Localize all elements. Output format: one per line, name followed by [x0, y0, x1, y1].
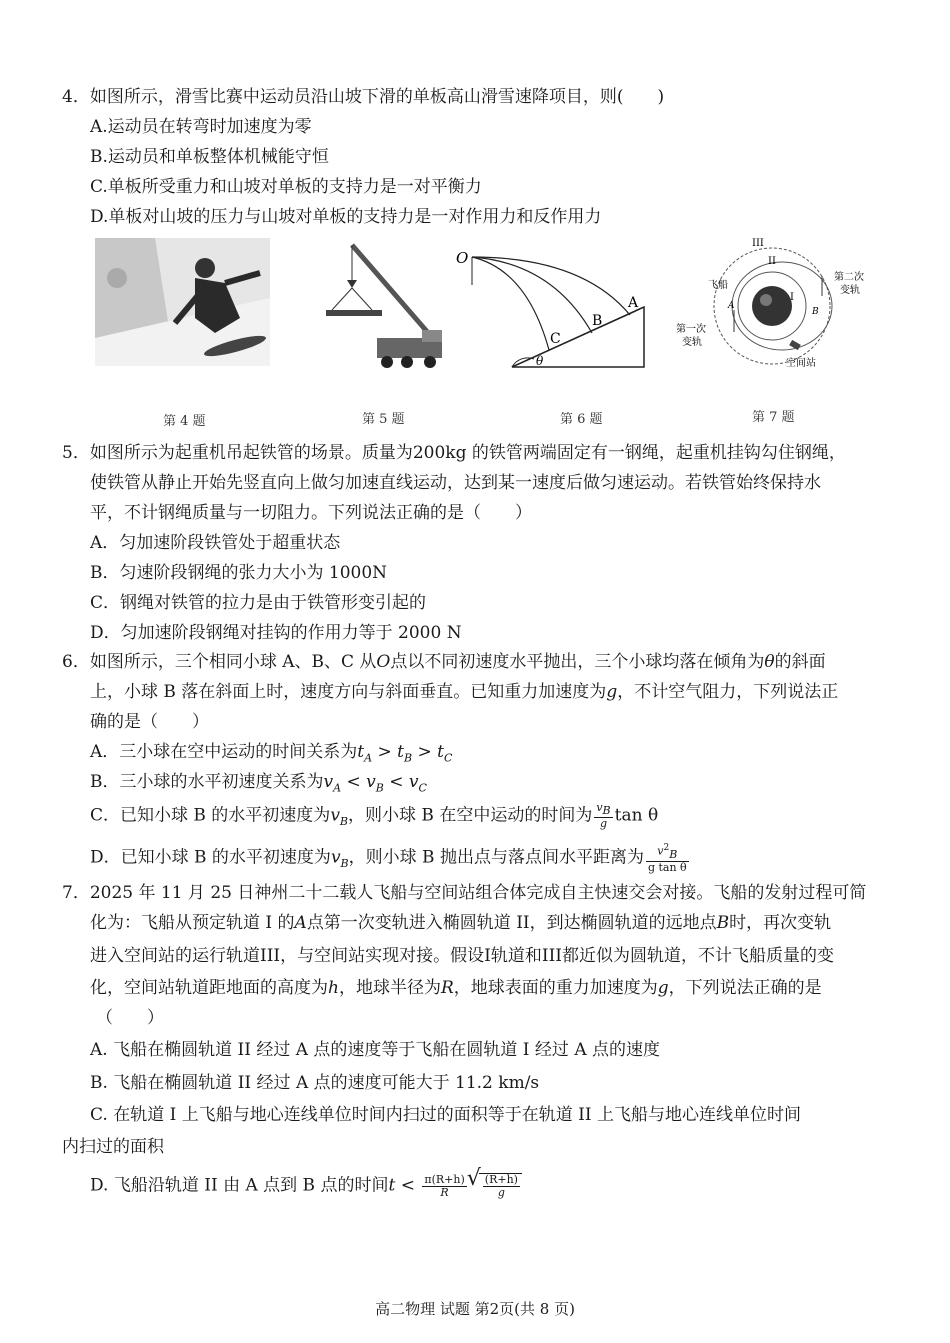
- second-transfer-label: 第二次: [834, 272, 864, 283]
- q5-option-b: B．匀速阶段钢绳的张力大小为 1000N: [90, 563, 388, 583]
- symbol-v: v: [330, 805, 340, 826]
- q7-option-d-text: D. 飞船沿轨道 II 由 A 点到 B 点的时间: [90, 1175, 389, 1196]
- caption-fig4: 第 4 题: [163, 414, 206, 429]
- caption-fig5: 第 5 题: [362, 412, 405, 427]
- q6-stem-line2: [90, 681, 838, 703]
- fraction-vb-over-g: $\frac{v_B}{g}$: [596, 801, 611, 831]
- label-theta: θ: [536, 354, 544, 368]
- symbol-tan-theta: tan θ: [614, 805, 659, 826]
- symbol-r: R: [440, 978, 454, 998]
- symbol-t: t: [437, 742, 444, 762]
- second-transfer-label-2: 变轨: [840, 285, 860, 296]
- q7-stem-part: 点第一次变轨进入椭圆轨道 II，到达椭圆轨道的远地点: [306, 913, 717, 933]
- q7-stem-part: 化为：飞船从预定轨道 I 的: [90, 913, 295, 933]
- point-b-label: B: [812, 307, 819, 317]
- q6-option-d-text: D．已知小球 B 的水平初速度为: [90, 847, 331, 868]
- label-o: O: [456, 249, 469, 267]
- q7-stem-part: ，地球半径为: [338, 978, 441, 998]
- symbol-t: t: [357, 742, 365, 762]
- symbol-gt: >: [412, 742, 438, 762]
- symbol-theta: θ: [764, 652, 775, 672]
- orbit-ii-label: II: [768, 256, 776, 267]
- q5-stem-line2: 使铁管从静止开始先竖直向上做匀加速直线运动，达到某一速度后做匀速运动。若铁管始终保持水: [90, 473, 821, 493]
- q4-option-a: A.运动员在转弯时加速度为零: [90, 117, 312, 137]
- symbol-v: v: [657, 844, 664, 858]
- q6-stem-part: 点以不同初速度水平抛出，三个小球均落在倾角为: [390, 652, 765, 672]
- fraction-vb2-over-gtan: $\frac{v^2_B}{\text{g tan θ}}$: [647, 843, 687, 874]
- symbol-g: g: [497, 1186, 505, 1199]
- q7-option-c-line2: 内扫过的面积: [62, 1137, 164, 1157]
- caption-fig6: 第 6 题: [560, 412, 603, 427]
- symbol-lt: <: [383, 772, 409, 792]
- q7-option-c-line1: C. 在轨道 I 上飞船与地心连线单位时间内扫过的面积等于在轨道 II 上飞船与地心连线单位时间: [90, 1105, 801, 1125]
- symbol-b: B: [716, 913, 730, 933]
- q6-option-b: B．三小球的水平初速度关系为$v_A < v_B < v_C$: [90, 772, 427, 795]
- crane-figure: [322, 240, 447, 370]
- q6-option-a-text: A．三小球在空中运动的时间关系为: [90, 742, 358, 762]
- q4-option-c: C.单板所受重力和山坡对单板的支持力是一对平衡力: [90, 177, 482, 197]
- page-footer: 高二物理 试题 第2页(共 8 页): [375, 1300, 575, 1318]
- orbit-iii-label: III: [752, 238, 764, 249]
- label-b: B: [592, 313, 603, 329]
- snowboarder-photo: [95, 238, 270, 366]
- symbol-v: v: [596, 801, 603, 814]
- label-c: C: [550, 331, 561, 347]
- space-station-label: 空间站: [786, 358, 816, 369]
- q6-stem-part: ，不计空气阻力，下列说法正: [617, 682, 839, 702]
- symbol-o: O: [376, 652, 391, 672]
- q6-option-d-text: ，则小球 B 抛出点与落点间水平距离为: [348, 847, 644, 868]
- symbol-t: t: [397, 742, 404, 762]
- q6-stem-line1: [62, 651, 826, 673]
- q6-option-c-text: C．已知小球 B 的水平初速度为: [90, 805, 331, 826]
- sqrt-rh-over-g: [479, 1173, 522, 1199]
- q4-option-b: B.运动员和单板整体机械能守恒: [90, 147, 329, 167]
- q6-option-b-text: B．三小球的水平初速度关系为: [90, 772, 324, 792]
- q6-option-a: A．三小球在空中运动的时间关系为$t_A > t_B > t_C$: [90, 742, 453, 765]
- ship-label: 飞船: [708, 280, 728, 291]
- q7-option-d: [90, 1173, 522, 1199]
- numerator-r-h: √ (R+h): [484, 1173, 518, 1186]
- symbol-a: A: [294, 913, 307, 933]
- q7-answer-bracket: （ ）: [96, 1008, 164, 1028]
- q7-stem-part: ，下列说法正确的是: [668, 978, 822, 998]
- q4-stem: 4．如图所示，滑雪比赛中运动员沿山坡下滑的单板高山滑雪速降项目，则( ): [62, 87, 665, 107]
- symbol-g: g: [599, 817, 607, 831]
- q5-stem-line1: 5．如图所示为起重机吊起铁管的场景。质量为200kg 的铁管两端固定有一钢绳，起重机挂钩勾住钢绳，: [62, 443, 846, 463]
- symbol-v: v: [366, 772, 376, 792]
- q7-stem-part: 化，空间站轨道距地面的高度为: [90, 978, 328, 998]
- incline-figure: [452, 245, 652, 375]
- q5-option-c: C．钢绳对铁管的拉力是由于铁管形变引起的: [90, 593, 427, 613]
- q7-option-b: B. 飞船在椭圆轨道 II 经过 A 点的速度可能大于 11.2 km/s: [90, 1073, 540, 1093]
- q5-stem-line3: 平，不计钢绳质量与一切阻力。下列说法正确的是（ ）: [90, 503, 532, 523]
- q6-stem-part: 6．如图所示，三个相同小球 A、B、C 从: [62, 652, 377, 672]
- symbol-g-tan-theta: g tan θ: [647, 860, 687, 874]
- q6-option-c: C．已知小球 B 的水平初速度为$v_B$，则小球 B 在空中运动的时间为 $\frac{v_B}{g}$ tan θ: [90, 801, 659, 831]
- q7-stem-line2: [90, 912, 831, 934]
- symbol-r: R: [440, 1185, 449, 1199]
- q5-option-d: D．匀加速阶段钢绳对挂钩的作用力等于 2000 N: [90, 623, 462, 643]
- q6-stem-line3: 确的是（ ）: [90, 712, 209, 732]
- symbol-h: h: [328, 978, 339, 998]
- q6-option-c-text: ，则小球 B 在空中运动的时间为: [348, 805, 593, 826]
- numerator-pi-r-h: π(R+h): [424, 1172, 465, 1186]
- q6-stem-part: 的斜面: [774, 652, 826, 672]
- symbol-gt: >: [372, 742, 398, 762]
- q7-stem-line3: 进入空间站的运行轨道III，与空间站实现对接。假设I轨道和III都近似为圆轨道，不计飞船质量的变: [90, 946, 835, 966]
- q5-option-a: A．匀加速阶段铁管处于超重状态: [90, 533, 341, 553]
- fraction-rh-over-g: [483, 1174, 520, 1199]
- first-transfer-label-2: 变轨: [682, 337, 702, 348]
- q6-stem-part: 上，小球 B 落在斜面上时，速度方向与斜面垂直。已知重力加速度为: [90, 682, 607, 702]
- symbol-v: v: [330, 847, 341, 868]
- caption-fig7: 第 7 题: [752, 410, 795, 425]
- q6-option-d: D．已知小球 B 的水平初速度为$v_B$，则小球 B 抛出点与落点间水平距离为 $\frac{v^2_B}{\text{g tan θ}}$: [90, 843, 687, 874]
- q7-stem-line1: 7．2025 年 11 月 25 日神州二十二载人飞船与空间站组合体完成自主快速交会对接。飞船的发射过程可简: [62, 883, 867, 903]
- symbol-lt: <: [341, 772, 367, 792]
- point-a-label: A: [728, 301, 735, 311]
- symbol-t: t: [388, 1175, 396, 1196]
- q7-stem-part: ，地球表面的重力加速度为: [453, 978, 658, 998]
- q7-stem-part: 时，再次变轨: [729, 913, 832, 933]
- q4-option-d: D.单板对山坡的压力与山坡对单板的支持力是一对作用力和反作用力: [90, 207, 602, 227]
- q7-option-a: A. 飞船在椭圆轨道 II 经过 A 点的速度等于飞船在圆轨道 I 经过 A 点的速度: [90, 1040, 661, 1060]
- symbol-v: v: [323, 772, 334, 792]
- orbit-figure: [672, 236, 882, 376]
- q7-stem-line4: [90, 977, 822, 999]
- orbit-i-label: I: [790, 292, 794, 303]
- symbol-g: g: [657, 978, 669, 998]
- symbol-lt: <: [395, 1175, 421, 1196]
- symbol-v: v: [408, 772, 419, 792]
- label-a: A: [628, 295, 639, 311]
- symbol-g: g: [606, 682, 618, 702]
- fraction-pi-rh-over-r: [422, 1174, 466, 1199]
- first-transfer-label: 第一次: [676, 324, 706, 335]
